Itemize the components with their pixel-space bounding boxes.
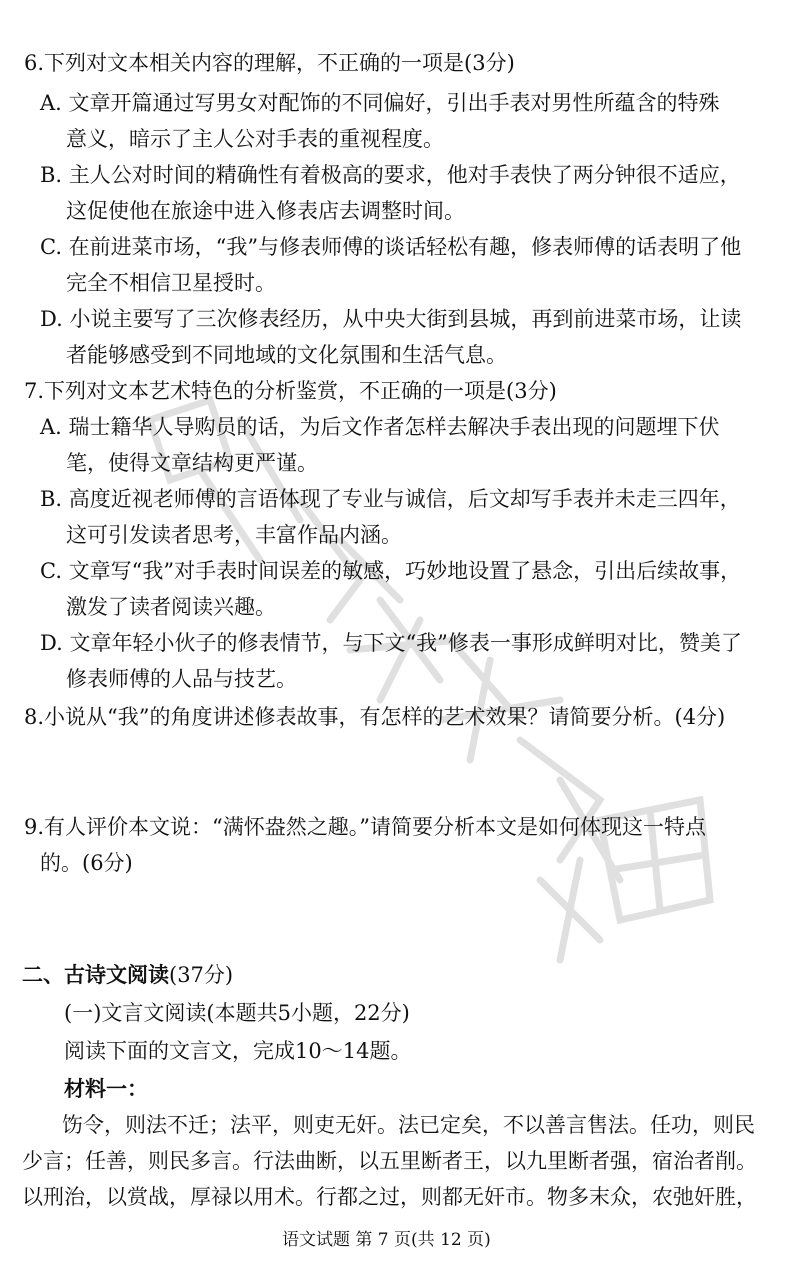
q8-stem: 8.小说从“我”的角度讲述修表故事，有怎样的艺术效果？请简要分析。(4分) — [24, 705, 726, 729]
q7-option-a-line2: 笔，使得文章结构更严谨。 — [66, 451, 318, 475]
q6-option-b-line1: B. 主人公对时间的精确性有着极高的要求，他对手表快了两分钟很不适应， — [40, 163, 741, 187]
section2-heading — [22, 960, 233, 990]
q7-option-c-line1: C. 文章写“我”对手表时间误差的敏感，巧妙地设置了悬念，引出后续故事， — [40, 559, 742, 583]
q6-option-c-line2: 完全不相信卫星授时。 — [66, 271, 276, 295]
q7-option-d-line2: 修表师傅的人品与技艺。 — [66, 667, 297, 691]
q6-option-c-line1: C. 在前进菜市场，“我”与修表师傅的谈话轻松有趣，修表师傅的话表明了他 — [40, 235, 742, 259]
passage-line-1: 饬令，则法不迁；法平，则吏无奸。法已定矣，不以善言售法。任功，则民 — [62, 1113, 755, 1137]
q6-option-d-line2: 者能够感受到不同地域的文化氛围和生活气息。 — [66, 343, 507, 367]
q9-stem-line2: 的。(6分) — [40, 851, 133, 875]
q6-option-a-line1: A. 文章开篇通过写男女对配饰的不同偏好，引出手表对男性所蕴含的特殊 — [40, 91, 720, 115]
page-footer: 语文试题 第 7 页(共 12 页) — [282, 1230, 491, 1250]
section2-score: (37分) — [169, 963, 234, 987]
section2-title: 二、古诗文阅读 — [22, 962, 169, 987]
q7-option-c-line2: 激发了读者阅读兴趣。 — [66, 595, 276, 619]
passage-line-2: 少言；任善，则民多言。行法曲断，以五里断者王，以九里断者强，宿治者削。 — [22, 1149, 757, 1173]
q7-option-a-line1: A. 瑞士籍华人导购员的话，为后文作者怎样去解决手表出现的问题埋下伏 — [40, 415, 720, 439]
q7-stem: 7.下列对文本艺术特色的分析鉴赏，不正确的一项是(3分) — [24, 379, 557, 403]
q7-option-b-line1: B. 高度近视老师傅的言语体现了专业与诚信，后文却写手表并未走三四年， — [40, 487, 741, 511]
passage-line-3: 以刑治，以赏战，厚禄以用术。行都之过，则都无奸市。物多末众，农弛奸胜， — [22, 1185, 757, 1209]
q6-stem: 6.下列对文本相关内容的理解，不正确的一项是(3分) — [24, 51, 515, 75]
material-label: 材料一： — [64, 1076, 148, 1101]
q7-option-d-line1: D. 文章年轻小伙子的修表情节，与下文“我”修表一事形成鲜明对比，赞美了 — [40, 631, 742, 655]
q6-option-b-line2: 这促使他在旅途中进入修表店去调整时间。 — [66, 199, 465, 223]
q7-option-b-line2: 这可引发读者思考，丰富作品内涵。 — [66, 523, 402, 547]
section2-subsection: (一)文言文阅读(本题共5小题，22分) — [64, 1001, 410, 1025]
q6-option-a-line2: 意义，暗示了主人公对手表的重视程度。 — [66, 127, 444, 151]
q6-option-d-line1: D. 小说主要写了三次修表经历，从中央大街到县城，再到前进菜市场，让读 — [40, 307, 742, 331]
q9-stem-line1: 9.有人评价本文说：“满怀盎然之趣。”请简要分析本文是如何体现这一特点 — [24, 815, 707, 839]
section2-instruction: 阅读下面的文言文，完成10～14题。 — [64, 1039, 412, 1063]
